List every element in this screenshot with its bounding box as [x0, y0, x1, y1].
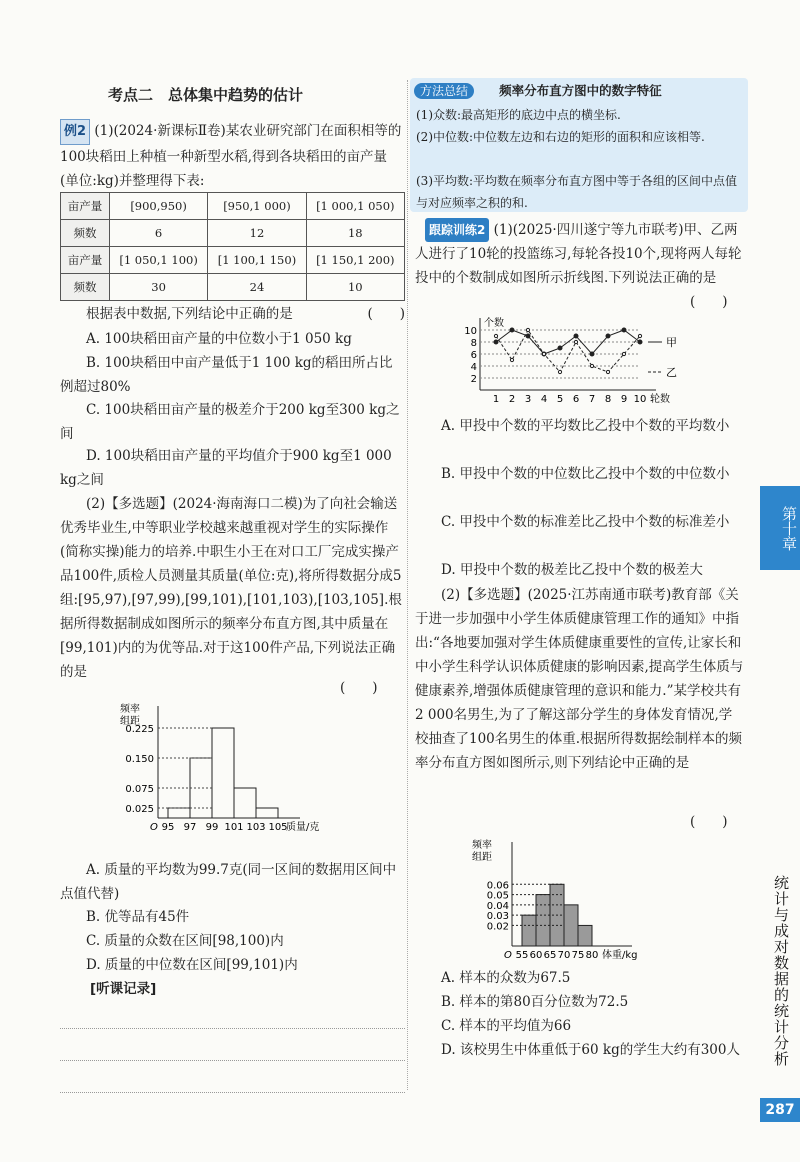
chapter-tab: 第十章	[760, 486, 800, 570]
example-tag: 例2	[60, 119, 90, 145]
y-tick-label: 8	[470, 338, 477, 349]
x-axis-label: 体重/kg	[602, 950, 638, 960]
summary-header	[414, 80, 662, 99]
x-tick-label: 75	[571, 950, 585, 960]
data-point	[622, 328, 626, 332]
x-tick-label: 60	[529, 950, 543, 960]
q1-option-a: A. 100块稻田亩产量的中位数小于1 050 kg	[86, 331, 352, 347]
table-cell: [950,1 000)	[208, 193, 306, 220]
data-point	[526, 328, 529, 331]
y-tick-label: 0.02	[486, 921, 509, 933]
data-point	[574, 334, 578, 338]
table-cell: 频数	[61, 274, 110, 301]
data-point	[590, 352, 594, 356]
t1-answer-paren: ( )	[690, 294, 728, 310]
table-row	[61, 247, 405, 274]
y-tick-label: 6	[470, 350, 477, 361]
y-axis-label: 组距	[120, 716, 140, 727]
yield-table	[60, 192, 405, 301]
table-cell: 频数	[61, 220, 110, 247]
t2-option-a: A. 样本的众数为67.5	[441, 970, 571, 986]
legend-label: 乙	[666, 366, 677, 379]
q1-answer-paren: ( )	[367, 306, 405, 322]
x-tick-label: 97	[183, 822, 197, 832]
trace-2-q1	[415, 218, 745, 290]
y-tick-label: 2	[470, 374, 477, 385]
t1-option-d: D. 甲投中个数的极差比乙投中个数的极差大	[441, 562, 703, 578]
x-tick-label: 5	[556, 394, 564, 405]
table-cell: [1 050,1 100)	[109, 247, 207, 274]
y-axis-label: 频率	[472, 840, 492, 851]
histogram-bar	[168, 808, 190, 818]
q2-answer-paren: ( )	[340, 680, 378, 696]
x-tick-label: 103	[246, 822, 266, 832]
q1-intro: (1)(2024·新课标Ⅱ卷)某农业研究部门在面积相等的100块稻田上种植一种新型水稻,得到各块稻田的亩产量(单位:kg)并整理得下表:	[60, 123, 402, 189]
x-tick-label: 99	[205, 822, 219, 832]
q2-option-b: B. 优等品有45件	[86, 909, 190, 925]
summary-title: 频率分布直方图中的数字特征	[499, 83, 662, 98]
column-divider	[407, 80, 408, 1090]
origin-label: O	[504, 950, 512, 960]
table-cell: 18	[306, 220, 404, 247]
t2-option-b: B. 样本的第80百分位数为72.5	[441, 994, 629, 1010]
x-tick-label: 6	[572, 394, 580, 405]
table-cell: 10	[306, 274, 404, 301]
data-point	[574, 340, 577, 343]
table-row	[61, 193, 405, 220]
q1-option-c: C. 100块稻田亩产量的极差介于200 kg至300 kg之间	[60, 402, 400, 442]
notes-label: [听课记录]	[90, 981, 157, 997]
y-tick-label: 0.06	[486, 880, 509, 892]
y-tick-label: 0.03	[486, 911, 509, 923]
table-cell: 12	[208, 220, 306, 247]
x-tick-label: 95	[161, 822, 175, 832]
mass-histogram	[118, 700, 358, 832]
t2-intro: (2)【多选题】(2025·江苏南通市联考)教育部《关于进一步加强中小学生体质健康管理工作的通知》中指出:“各地要加强对学生体质健康重要性的宣传,让家长和中小学生科学认识体质健康的影响因素,提高学生体质与健康素养,增强体质健康管理的意识和能力.”某学校共有2 000名男生,为了了解这部分学生的身体发育情况,学校抽查了100名男生的体重.根据所得数据绘制样本的频率分布直方图如图所示,则下列结论中正确的是	[415, 587, 744, 771]
y-tick-label: 0.04	[486, 900, 509, 912]
summary-item-1: (1)众数:最高矩形的底边中点的横坐标.	[416, 108, 621, 122]
x-tick-label: 3	[524, 394, 532, 405]
note-line	[60, 1060, 405, 1061]
y-tick-label: 0.150	[125, 754, 154, 765]
histogram-bar	[578, 925, 592, 946]
q2-option-c: C. 质量的众数在区间[98,100)内	[86, 933, 284, 949]
y-tick-label: 10	[464, 326, 477, 337]
table-row	[61, 274, 405, 301]
x-tick-label: 10	[633, 394, 647, 405]
data-point	[590, 364, 593, 367]
table-cell: 24	[208, 274, 306, 301]
q1-option-d: D. 100块稻田亩产量的平均值介于900 kg至1 000 kg之间	[60, 448, 392, 488]
data-point	[638, 334, 641, 337]
q2-option-d: D. 质量的中位数在区间[99,101)内	[86, 957, 298, 973]
histogram-bar	[234, 788, 256, 818]
table-cell: [1 150,1 200)	[306, 247, 404, 274]
origin-label: O	[150, 822, 158, 832]
q2-intro: (2)【多选题】(2024·海南海口二模)为了向社会输送优秀毕业生,中等职业学校越来越重视对学生的实际操作(简称实操)能力的培养.中职生小王在对口工厂完成实操产品100件,质检人员测量其质量(单位:克),将所得数据分成5组:[95,97),[97,99),[99,101),[101,103),[103,105].根据所得数据制成如图所示的频率分布直方图,其中质量在[99,101)内的为优等品.对于这100件产品,下列说法正确的是	[60, 496, 402, 680]
t2-option-c: C. 样本的平均值为66	[441, 1018, 572, 1034]
table-cell: [1 000,1 050)	[306, 193, 404, 220]
histogram-bar	[536, 895, 550, 946]
histogram-bar	[256, 808, 278, 818]
x-tick-label: 4	[540, 394, 548, 405]
y-tick-label: 0.075	[125, 784, 154, 795]
data-point	[526, 334, 530, 338]
data-point	[606, 334, 610, 338]
table-cell: [1 100,1 150)	[208, 247, 306, 274]
histogram-bar	[190, 758, 212, 818]
histogram-bar	[212, 728, 234, 818]
table-cell: 6	[109, 220, 207, 247]
data-point	[510, 358, 513, 361]
table-cell: 30	[109, 274, 207, 301]
x-tick-label: 7	[588, 394, 596, 405]
section-title: 考点二 总体集中趋势的估计	[108, 86, 304, 104]
trace-tag: 跟踪训练2	[425, 218, 489, 242]
page-number: 287	[760, 1098, 800, 1122]
t2-option-d: D. 该校男生中体重低于60 kg的学生大约有300人	[441, 1042, 740, 1058]
x-axis-label: 质量/克	[286, 822, 320, 832]
x-tick-label: 105	[268, 822, 288, 832]
y-tick-label: 0.025	[125, 804, 154, 815]
y-axis-label: 组距	[472, 852, 492, 863]
summary-item-3: (3)平均数:平均数在频率分布直方图中等于各组的区间中点值与对应频率之积的和.	[416, 174, 738, 210]
chapter-title: 统计与成对数据的统计分析	[772, 875, 790, 1067]
x-tick-label: 8	[604, 394, 612, 405]
t1-option-c: C. 甲投中个数的标准差比乙投中个数的标准差小	[441, 514, 730, 530]
summary-tag: 方法总结	[414, 83, 474, 99]
data-point	[542, 352, 545, 355]
data-point	[606, 370, 609, 373]
t1-option-b: B. 甲投中个数的中位数比乙投中个数的中位数小	[441, 466, 730, 482]
data-point	[638, 340, 642, 344]
y-tick-label: 0.225	[125, 724, 154, 735]
method-summary-box	[410, 78, 748, 212]
x-tick-label: 2	[508, 394, 516, 405]
table-row	[61, 220, 405, 247]
data-point	[558, 346, 562, 350]
x-tick-label: 101	[224, 822, 244, 832]
data-point	[494, 340, 498, 344]
data-point	[510, 328, 514, 332]
data-point	[494, 334, 497, 337]
table-cell: 亩产量	[61, 193, 110, 220]
table-cell: 亩产量	[61, 247, 110, 274]
example-2-q1	[60, 119, 405, 193]
t1-option-a: A. 甲投中个数的平均数比乙投中个数的平均数小	[441, 418, 730, 434]
weight-histogram	[472, 836, 692, 960]
x-tick-label: 65	[543, 950, 557, 960]
y-tick-label: 4	[470, 362, 477, 373]
x-tick-label: 70	[557, 950, 571, 960]
q1-option-b: B. 100块稻田中亩产量低于1 100 kg的稻田所占比例超过80%	[60, 355, 393, 395]
y-tick-label: 0.05	[486, 890, 509, 902]
y-axis-label: 频率	[120, 704, 140, 715]
data-point	[622, 352, 625, 355]
data-point	[558, 370, 561, 373]
shots-line-chart	[460, 314, 710, 410]
histogram-bar	[522, 915, 536, 946]
x-axis-label: 轮数	[650, 394, 670, 405]
histogram-bar	[564, 905, 578, 946]
note-line	[60, 1028, 405, 1029]
q2-option-a: A. 质量的平均数为99.7克(同一区间的数据用区间中点值代替)	[60, 862, 397, 902]
x-tick-label: 80	[585, 950, 599, 960]
t2-answer-paren: ( )	[690, 814, 728, 830]
q1-stem: 根据表中数据,下列结论中正确的是	[86, 306, 293, 322]
summary-item-2: (2)中位数:中位数左边和右边的矩形的面积和应该相等.	[416, 130, 705, 144]
x-tick-label: 9	[620, 394, 628, 405]
legend-label: 甲	[666, 336, 677, 349]
x-tick-label: 55	[515, 950, 529, 960]
x-tick-label: 1	[492, 394, 500, 405]
note-line	[60, 1092, 405, 1093]
t1-intro: (1)(2025·四川遂宁等九市联考)甲、乙两人进行了10轮的投篮练习,每轮各投10个,现将两人每轮投中的个数制成如图所示折线图.下列说法正确的是	[415, 222, 742, 286]
q1-stem-line	[60, 302, 405, 326]
table-cell: [900,950)	[109, 193, 207, 220]
y-axis-label: 个数	[484, 318, 504, 329]
